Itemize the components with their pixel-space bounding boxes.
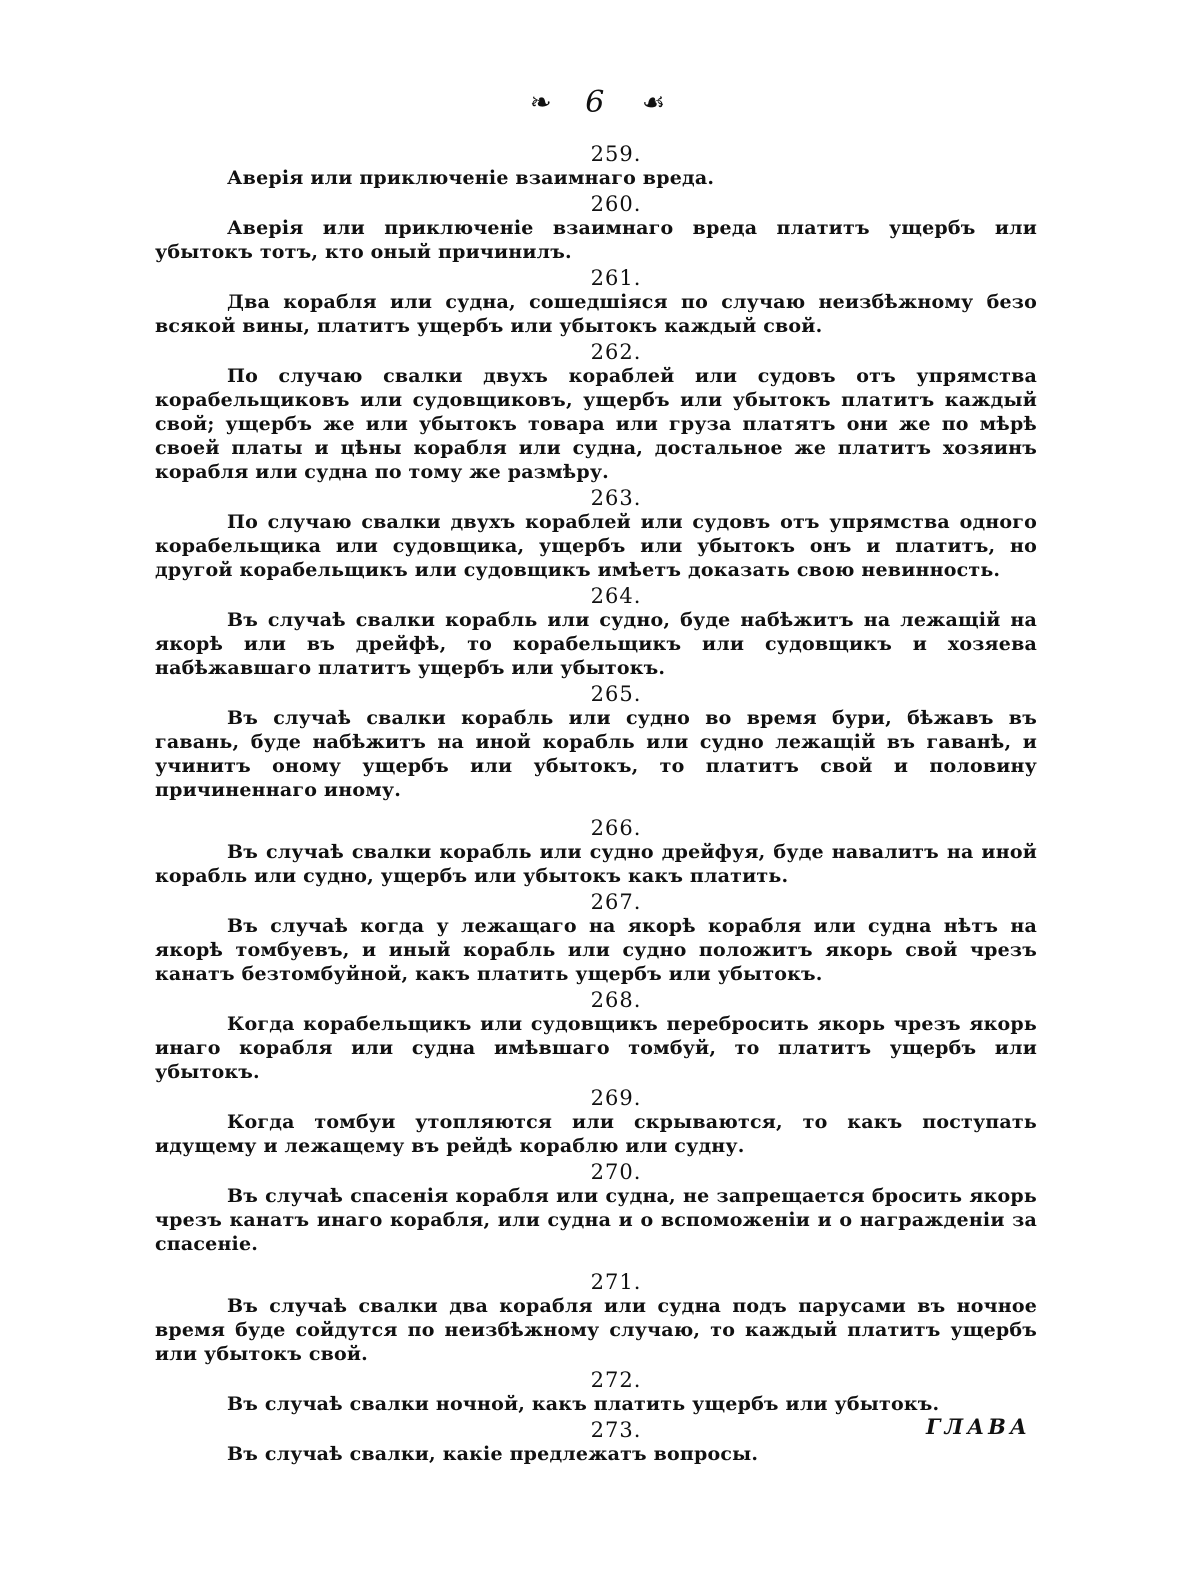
section-text: Когда томбуи утопляются или скрываются, то какъ поступать идущему и лежащему въ рейдѣ кораблю или судну.	[155, 1111, 1037, 1157]
section-number: 262.	[590, 340, 642, 364]
section	[155, 682, 1037, 802]
section-text: Аверія или приключеніе взаимнаго вреда платитъ ущербъ или убытокъ тотъ, кто оный причинилъ.	[155, 217, 1037, 263]
section-number: 271.	[590, 1270, 642, 1294]
section	[155, 1368, 1037, 1416]
section	[155, 142, 1037, 190]
page-content	[155, 142, 1037, 1468]
section-number: 264.	[590, 584, 642, 608]
section	[155, 1418, 1037, 1466]
section	[155, 1086, 1037, 1158]
section	[155, 988, 1037, 1084]
section-text: Въ случаѣ свалки ночной, какъ платить ущербъ или убытокъ.	[227, 1393, 940, 1415]
section-text: Два корабля или судна, сошедшіяся по случаю неизбѣжному безо всякой вины, платитъ ущербъ или убытокъ каждый свой.	[155, 291, 1037, 337]
section-number: 266.	[590, 816, 642, 840]
section-text: Въ случаѣ когда у лежащаго на якорѣ корабля или судна нѣтъ на якорѣ томбуевъ, и иный корабль или судно положитъ якорь свой чрезъ канатъ безтомбуйной, какъ платить ущербъ или убытокъ.	[155, 915, 1037, 985]
section	[155, 192, 1037, 264]
section-number: 263.	[590, 486, 642, 510]
section-text: Аверія или приключеніе взаимнаго вреда.	[227, 167, 715, 189]
section	[155, 584, 1037, 680]
section	[155, 486, 1037, 582]
section-text: По случаю свалки двухъ кораблей или судовъ отъ упрямства корабельщиковъ или судовщиковъ, ущербъ или убытокъ платитъ каждый свой; ущербъ же или убытокъ товара или груза платятъ они же по мѣрѣ своей платы и цѣны корабля или судна, достальное же платитъ хозяинъ корабля или судна по тому же размѣру.	[155, 365, 1037, 483]
section-text: Въ случаѣ свалки два корабля или судна подъ парусами въ ночное время буде сойдутся по неизбѣжному случаю, то каждый платитъ ущербъ или убытокъ свой.	[155, 1295, 1037, 1365]
page-header	[0, 82, 1191, 123]
right-ornament-icon: ☙	[641, 88, 662, 118]
section-number: 261.	[590, 266, 642, 290]
section-number: 265.	[590, 682, 642, 706]
section-text: По случаю свалки двухъ кораблей или судовъ отъ упрямства одного корабельщика или судовщика, ущербъ или убытокъ онъ и платитъ, но другой корабельщикъ или судовщикъ имѣетъ доказать свою невинность.	[155, 511, 1037, 581]
section-number: 260.	[590, 192, 642, 216]
section	[155, 1160, 1037, 1256]
section-text: Въ случаѣ спасенія корабля или судна, не запрещается бросить якорь чрезъ канатъ инаго корабля, или судна и о вспоможеніи и о награжденіи за спасеніе.	[155, 1185, 1037, 1255]
page-number: 6	[585, 85, 605, 120]
section-number: 270.	[590, 1160, 642, 1184]
section	[155, 1270, 1037, 1366]
section-text: Въ случаѣ свалки корабль или судно во время бури, бѣжавъ въ гавань, буде набѣжитъ на иной корабль или судно лежащій въ гаванѣ, и учинитъ оному ущербъ или убытокъ, то платитъ свой и половину причиненнаго иному.	[155, 707, 1037, 801]
section-text: Въ случаѣ свалки, какіе предлежатъ вопросы.	[227, 1443, 759, 1465]
section	[155, 890, 1037, 986]
section-text: Когда корабельщикъ или судовщикъ перебросить якорь чрезъ якорь инаго корабля или судна имѣвшаго томбуй, то платитъ ущербъ или убытокъ.	[155, 1013, 1037, 1083]
section-number: 272.	[590, 1368, 642, 1392]
section-number: 273.	[590, 1418, 642, 1442]
section-number: 268.	[590, 988, 642, 1012]
section-text: Въ случаѣ свалки корабль или судно, буде набѣжитъ на лежащій на якорѣ или въ дрейфѣ, то корабельщикъ или судовщикъ и хозяева набѣжавшаго платитъ ущербъ или убытокъ.	[155, 609, 1037, 679]
catchword: ГЛАВА	[926, 1414, 1032, 1439]
section-number: 267.	[590, 890, 642, 914]
section-text: Въ случаѣ свалки корабль или судно дрейфуя, буде навалитъ на иной корабль или судно, ущербъ или убытокъ какъ платить.	[155, 841, 1037, 887]
section-number: 259.	[590, 142, 642, 166]
section	[155, 340, 1037, 484]
left-ornament-icon: ❧	[529, 88, 548, 118]
section	[155, 816, 1037, 888]
section-number: 269.	[590, 1086, 642, 1110]
section	[155, 266, 1037, 338]
